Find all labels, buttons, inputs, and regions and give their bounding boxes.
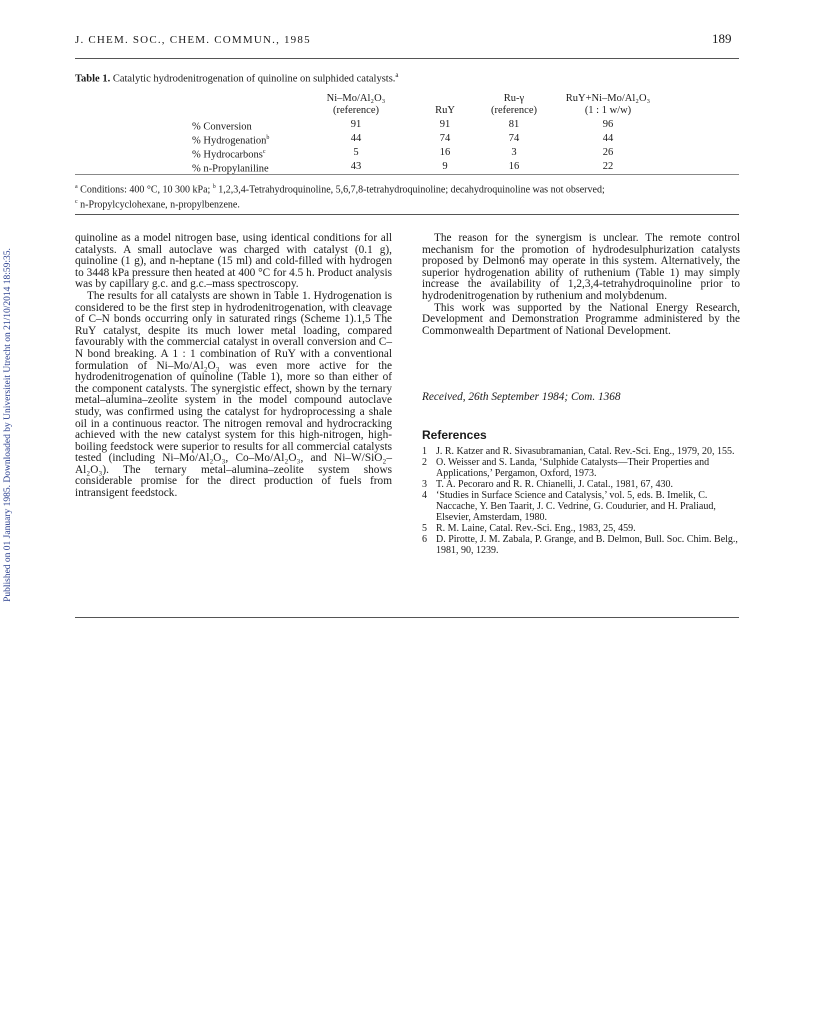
- col-subheader: RuY: [435, 104, 455, 116]
- table-cell: 91: [439, 119, 451, 131]
- reference-item: 3 T. A. Pecoraro and R. R. Chianelli, J. Catal., 1981, 67, 430.: [422, 479, 674, 490]
- body-paragraph: quinoline as a model nitrogen base, using identical conditions for all catalysts. A small autoclave was charged with catalyst (0.1 g), quinoline (1 g), and n-heptane (15 ml) and cold-filled with hydrogen to 3448 kPa pressure then heated at 400 °C for 4.5 h. Product analysis was by capillary g.c. and g.c.–mass spectroscopy.: [75, 232, 392, 291]
- bottom-rule: [75, 617, 739, 618]
- reference-item: 2 O. Weisser and S. Landa, ‘Sulphide Catalysts—Their Properties and Applications,’ Pergamon, Oxford, 1973.: [422, 457, 710, 479]
- references-list: [422, 446, 742, 556]
- table-cell: 96: [602, 119, 614, 131]
- table-label: Table 1.: [75, 73, 111, 85]
- table-cell: 44: [350, 133, 362, 145]
- table-cell: 3: [511, 147, 517, 159]
- body-paragraph: The results for all catalysts are shown in Table 1. Hydrogenation is considered to be the first step in hydrodenitrogenation, with cleavage of C–N bonds occurring only in saturated rings (Scheme 1).1,5 The RuY catalyst, despite its much lower metal loading, compared favourably with the commercial catalyst in overall conversion and C–N bond breaking. A 1 : 1 combination of RuY with a conventional formulation of Ni–Mo/Al₂O₃ was even more active for the hydrodenitrogenation of quinoline (Table 1), more so than either of the component catalysts. The synergistic effect, shown by the ternary metal–alumina–zeolite system in the model compound autoclave study, was confirmed using the catalyst for hydroprocessing a shale oil in a continuous reactor. The nitrogen removal and hydrocracking achieved with the new catalyst system for this high-nitrogen, high-boiling feedstock were superior to results for all commercial catalysts tested (including Ni–Mo/Al₂O₃, Co–Mo/Al₂O₃, and Ni–W/SiO₂–Al₂O₃). The ternary metal–alumina–zeolite system shows considerable promise for the direct production of fuels from intransigent feedstock.: [75, 289, 392, 500]
- results-table: [180, 93, 668, 176]
- col-header: [410, 93, 480, 105]
- table-header-row-2: [180, 105, 668, 117]
- table-cell: 43: [350, 161, 362, 173]
- table-cell: 74: [439, 133, 451, 145]
- row-label: % Conversion: [192, 121, 252, 133]
- received-line: Received, 26th September 1984; Com. 1368: [422, 391, 621, 403]
- table-cell: 26: [602, 147, 614, 159]
- reference-item: 5 R. M. Laine, Catal. Rev.-Sci. Eng., 1983, 25, 459.: [422, 523, 636, 534]
- left-column: [75, 233, 392, 500]
- table-caption-mark: a: [395, 71, 399, 79]
- table-row: [180, 119, 668, 133]
- table-header-row-1: [180, 93, 668, 105]
- footnote-rule: [75, 214, 739, 215]
- table-row: [180, 147, 668, 161]
- download-stamp-text: Published on 01 January 1985. Downloaded by Universiteit Utrecht on 21/10/2014 18:59:35.: [3, 248, 13, 602]
- table-caption: [75, 71, 399, 85]
- table-cell: 9: [442, 161, 448, 173]
- table-cell: 91: [350, 119, 362, 131]
- col-subheader: (1 : 1 w/w): [584, 104, 632, 116]
- row-label: % n-Propylaniline: [192, 163, 269, 175]
- col-subheader: (reference): [332, 104, 380, 116]
- reference-item: 6 D. Pirotte, J. M. Zabala, P. Grange, and B. Delmon, Bull. Soc. Chim. Belg., 1981, 90, 1239.: [422, 534, 738, 556]
- col-subheader: (reference): [490, 104, 538, 116]
- table-cell: 44: [602, 133, 614, 145]
- reference-item: 4 ‘Studies in Surface Science and Catalysis,’ vol. 5, eds. B. Imelik, C. Naccache, Y. Ben Taarit, J. C. Vedrine, G. Coudurier, and H. Praliaud, Elsevier, Amsterdam, 1980.: [422, 490, 716, 523]
- table-caption-text: Catalytic hydrodenitrogenation of quinoline on sulphided catalysts.: [112, 73, 396, 85]
- download-stamp[interactable]: [0, 235, 16, 615]
- table-footnote: $^a$ Conditions: 400 °C, 10 300 kPa; $^b$ 1,2,3,4-Tetrahydroquinoline, 5,6,7,8-tetrahydroquinoline; decahydroquinoline was not observed; $^c$ n-Propylcyclohexane, n-propylbenzene.: [75, 184, 605, 211]
- row-label: % Hydrocarbons$^c$: [192, 149, 266, 161]
- running-header: J. CHEM. SOC., CHEM. COMMUN., 1985: [75, 34, 311, 46]
- body-paragraph: This work was supported by the National Energy Research, Development and Demonstration Programme administered by the Commonwealth Department of National Development.: [422, 301, 740, 337]
- table-cell: 5: [353, 147, 359, 159]
- col-header: RuY+Ni–Mo/Al₂O₃: [565, 93, 651, 104]
- col-header: Ru-γ: [503, 93, 525, 104]
- table-row: [180, 133, 668, 147]
- reference-item: 1 J. R. Katzer and R. Sivasubramanian, Catal. Rev.-Sci. Eng., 1979, 20, 155.: [422, 446, 735, 457]
- table-cell: 22: [602, 161, 614, 173]
- table-cell: 74: [508, 133, 520, 145]
- row-label: % Hydrogenation$^b$: [192, 135, 270, 147]
- table-cell: 16: [508, 161, 520, 173]
- body-paragraph: The reason for the synergism is unclear. The remote control mechanism for the promotion of hydrodesulphurization catalysts proposed by Delmon6 may operate in this system. Alternatively, the superior hydrogenation ability of ruthenium (Table 1) may simply increase the availability of 1,2,3,4-tetrahydroquinoline prior to hydrodenitrogenation by ruthenium and molybdenum.: [422, 232, 740, 302]
- table-cell: 81: [508, 119, 520, 131]
- page-number: 189: [712, 31, 732, 46]
- references-heading: References: [422, 428, 487, 442]
- table-cell: 16: [439, 147, 451, 159]
- right-column: [422, 233, 740, 337]
- table-top-rule: [75, 174, 739, 175]
- header-rule: [75, 58, 739, 59]
- col-header: Ni–Mo/Al₂O₃: [326, 93, 386, 104]
